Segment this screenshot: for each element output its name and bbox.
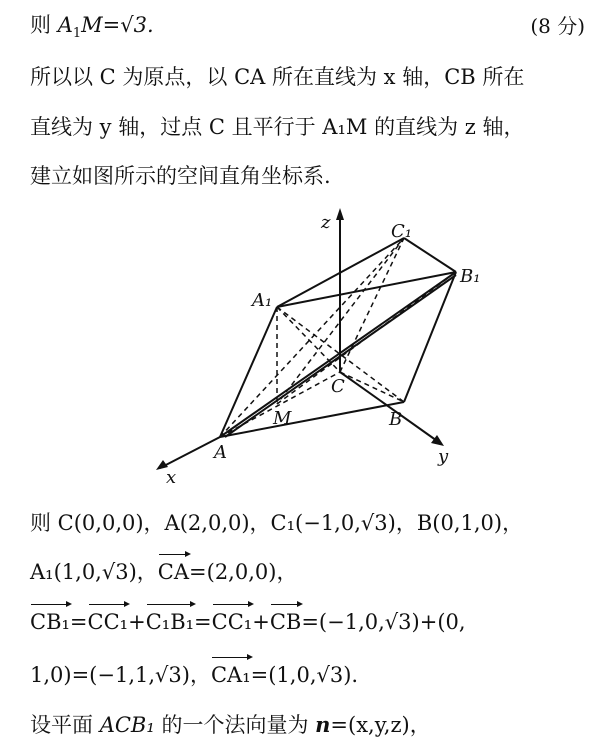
label-A: A [214,442,227,463]
label-z: z [321,212,331,233]
label-C1: C₁ [391,221,412,242]
vector-CA1: CA₁ [210,663,251,687]
label-B: B [389,409,403,430]
z-axis-arrow [336,208,344,220]
edge-C1-B1 [404,238,456,272]
label-x: x [166,467,177,488]
label-C: C [331,376,345,397]
dashed-C-C1 [340,238,404,372]
vector-CC1: CC₁ [87,610,129,634]
text-line-3: 直线为 y 轴，过点 C 且平行于 A₁M 的直线为 z 轴， [30,115,525,139]
label-A1: A₁ [252,290,273,311]
label-B1: B₁ [460,266,481,287]
text-line-5: 则 C(0,0,0)，A(2,0,0)，C₁(−1,0,√3)，B(0,1,0)， [30,511,524,535]
score-label: (8 分) [530,14,585,38]
y-axis-arrow [431,435,444,446]
text-line-2: 所以以 C 为原点，以 CA 所在直线为 x 轴，CB 所在 [30,65,525,89]
dashed-C-B [340,372,404,402]
text-line-8: 1,0)=(−1,1,√3)，CA₁=(1,0,√3). [30,663,359,687]
vector-CB1: CB₁ [30,610,70,634]
text-line-9: 设平面 ACB₁ 的一个法向量为 n=(x,y,z)， [30,712,431,737]
edge-A1-B1 [277,272,456,307]
vector-C1B1: C₁B₁ [145,610,195,634]
text-line-7: CB₁=CC₁+C₁B₁=CC₁+CB=(−1,0,√3)+(0, [30,610,466,634]
text-line-1: 则 $A_1M=√3$. [30,13,154,42]
x-axis [160,437,220,468]
vector-CA: CA [157,560,190,584]
label-y: y [438,446,449,467]
vector-CC1-b: CC₁ [211,610,253,634]
text-line-4: 建立如图所示的空间直角坐标系. [30,164,331,188]
vector-CB: CB [269,610,302,634]
label-M: M [273,408,292,429]
text-line-6: A₁(1,0,√3)，CA=(2,0,0)， [30,560,298,584]
y-axis [340,372,440,443]
